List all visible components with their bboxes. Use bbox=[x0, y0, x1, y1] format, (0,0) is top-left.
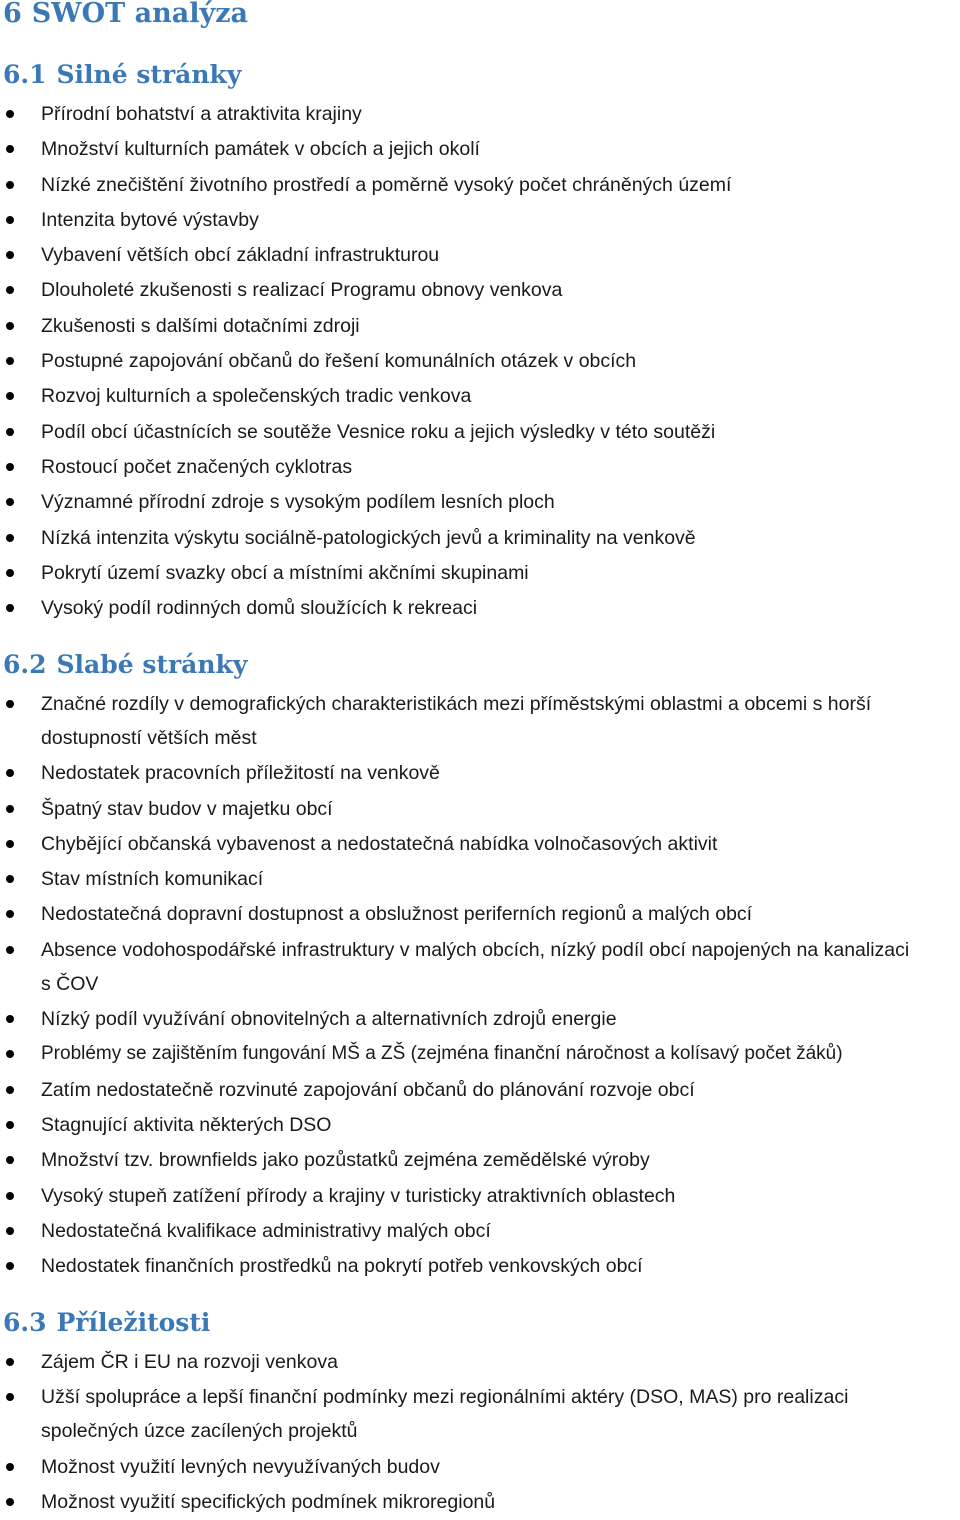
list-item: Podíl obcí účastnících se soutěže Vesnice roku a jejich výsledky v této soutěži bbox=[0, 415, 960, 449]
chapter-number: 6 bbox=[3, 0, 22, 29]
list-item: Značné rozdíly v demografických charakteristikách mezi příměstskými oblastmi a obcemi s horší dostupností větších měst bbox=[0, 687, 921, 755]
list-item: Intenzita bytové výstavby bbox=[0, 203, 960, 237]
chapter-heading bbox=[3, 0, 248, 29]
chapter-title: SWOT analýza bbox=[31, 0, 249, 29]
list-item: Stav místních komunikací bbox=[0, 862, 960, 896]
section-title: Silné stránky bbox=[56, 60, 242, 89]
list-item: Dlouholeté zkušenosti s realizací Programu obnovy venkova bbox=[0, 273, 960, 307]
opportunities-list bbox=[0, 1345, 960, 1520]
list-item: Vysoký stupeň zatížení přírody a krajiny v turisticky atraktivních oblastech bbox=[0, 1179, 960, 1213]
section-heading-weaknesses bbox=[3, 650, 247, 679]
section-title: Příležitosti bbox=[56, 1308, 211, 1337]
list-item: Špatný stav budov v majetku obcí bbox=[0, 792, 960, 826]
list-item: Nízké znečištění životního prostředí a poměrně vysoký počet chráněných území bbox=[0, 168, 960, 202]
strengths-list bbox=[0, 97, 960, 626]
section-title: Slabé stránky bbox=[56, 650, 248, 679]
list-item: Množství tzv. brownfields jako pozůstatků zejména zemědělské výroby bbox=[0, 1143, 960, 1177]
list-item: Možnost využití levných nevyužívaných budov bbox=[0, 1450, 960, 1484]
section-heading-opportunities bbox=[3, 1308, 210, 1337]
list-item: Množství kulturních památek v obcích a jejich okolí bbox=[0, 132, 960, 166]
section-heading-strengths bbox=[3, 60, 241, 89]
section-number: 6.3 bbox=[3, 1308, 47, 1337]
section-number: 6.1 bbox=[3, 60, 47, 89]
weaknesses-list bbox=[0, 687, 960, 1284]
list-item: Postupné zapojování občanů do řešení komunálních otázek v obcích bbox=[0, 344, 960, 378]
section-number: 6.2 bbox=[3, 650, 47, 679]
list-item: Stagnující aktivita některých DSO bbox=[0, 1108, 960, 1142]
list-item: Nedostatek pracovních příležitostí na venkově bbox=[0, 756, 960, 790]
list-item: Možnost využití specifických podmínek mikroregionů bbox=[0, 1485, 960, 1519]
list-item: Zkušenosti s dalšími dotačními zdroji bbox=[0, 309, 960, 343]
list-item: Vybavení větších obcí základní infrastrukturou bbox=[0, 238, 960, 272]
list-item: Užší spolupráce a lepší finanční podmínky mezi regionálními aktéry (DSO, MAS) pro realizaci společných úzce zacílených projektů bbox=[0, 1380, 921, 1448]
list-item: Nízký podíl využívání obnovitelných a alternativních zdrojů energie bbox=[0, 1002, 960, 1036]
list-item: Absence vodohospodářské infrastruktury v malých obcích, nízký podíl obcí napojených na kanalizaci s ČOV bbox=[0, 933, 921, 1001]
list-item: Rostoucí počet značených cyklotras bbox=[0, 450, 960, 484]
list-item: Pokrytí území svazky obcí a místními akčními skupinami bbox=[0, 556, 960, 590]
list-item: Nedostatečná kvalifikace administrativy malých obcí bbox=[0, 1214, 960, 1248]
list-item: Rozvoj kulturních a společenských tradic venkova bbox=[0, 379, 960, 413]
list-item: Zájem ČR i EU na rozvoji venkova bbox=[0, 1345, 960, 1379]
list-item: Nedostatečná dopravní dostupnost a obslužnost periferních regionů a malých obcí bbox=[0, 897, 960, 931]
list-item: Chybějící občanská vybavenost a nedostatečná nabídka volnočasových aktivit bbox=[0, 827, 960, 861]
list-item: Významné přírodní zdroje s vysokým podílem lesních ploch bbox=[0, 485, 960, 519]
list-item: Problémy se zajištěním fungování MŠ a ZŠ (zejména finanční náročnost a kolísavý počet žáků) bbox=[0, 1037, 960, 1071]
list-item: Zatím nedostatečně rozvinuté zapojování občanů do plánování rozvoje obcí bbox=[0, 1073, 960, 1107]
list-item: Přírodní bohatství a atraktivita krajiny bbox=[0, 97, 960, 131]
list-item: Vysoký podíl rodinných domů sloužících k rekreaci bbox=[0, 591, 960, 625]
list-item: Nedostatek finančních prostředků na pokrytí potřeb venkovských obcí bbox=[0, 1249, 960, 1283]
list-item: Nízká intenzita výskytu sociálně-patologických jevů a kriminality na venkově bbox=[0, 521, 960, 555]
